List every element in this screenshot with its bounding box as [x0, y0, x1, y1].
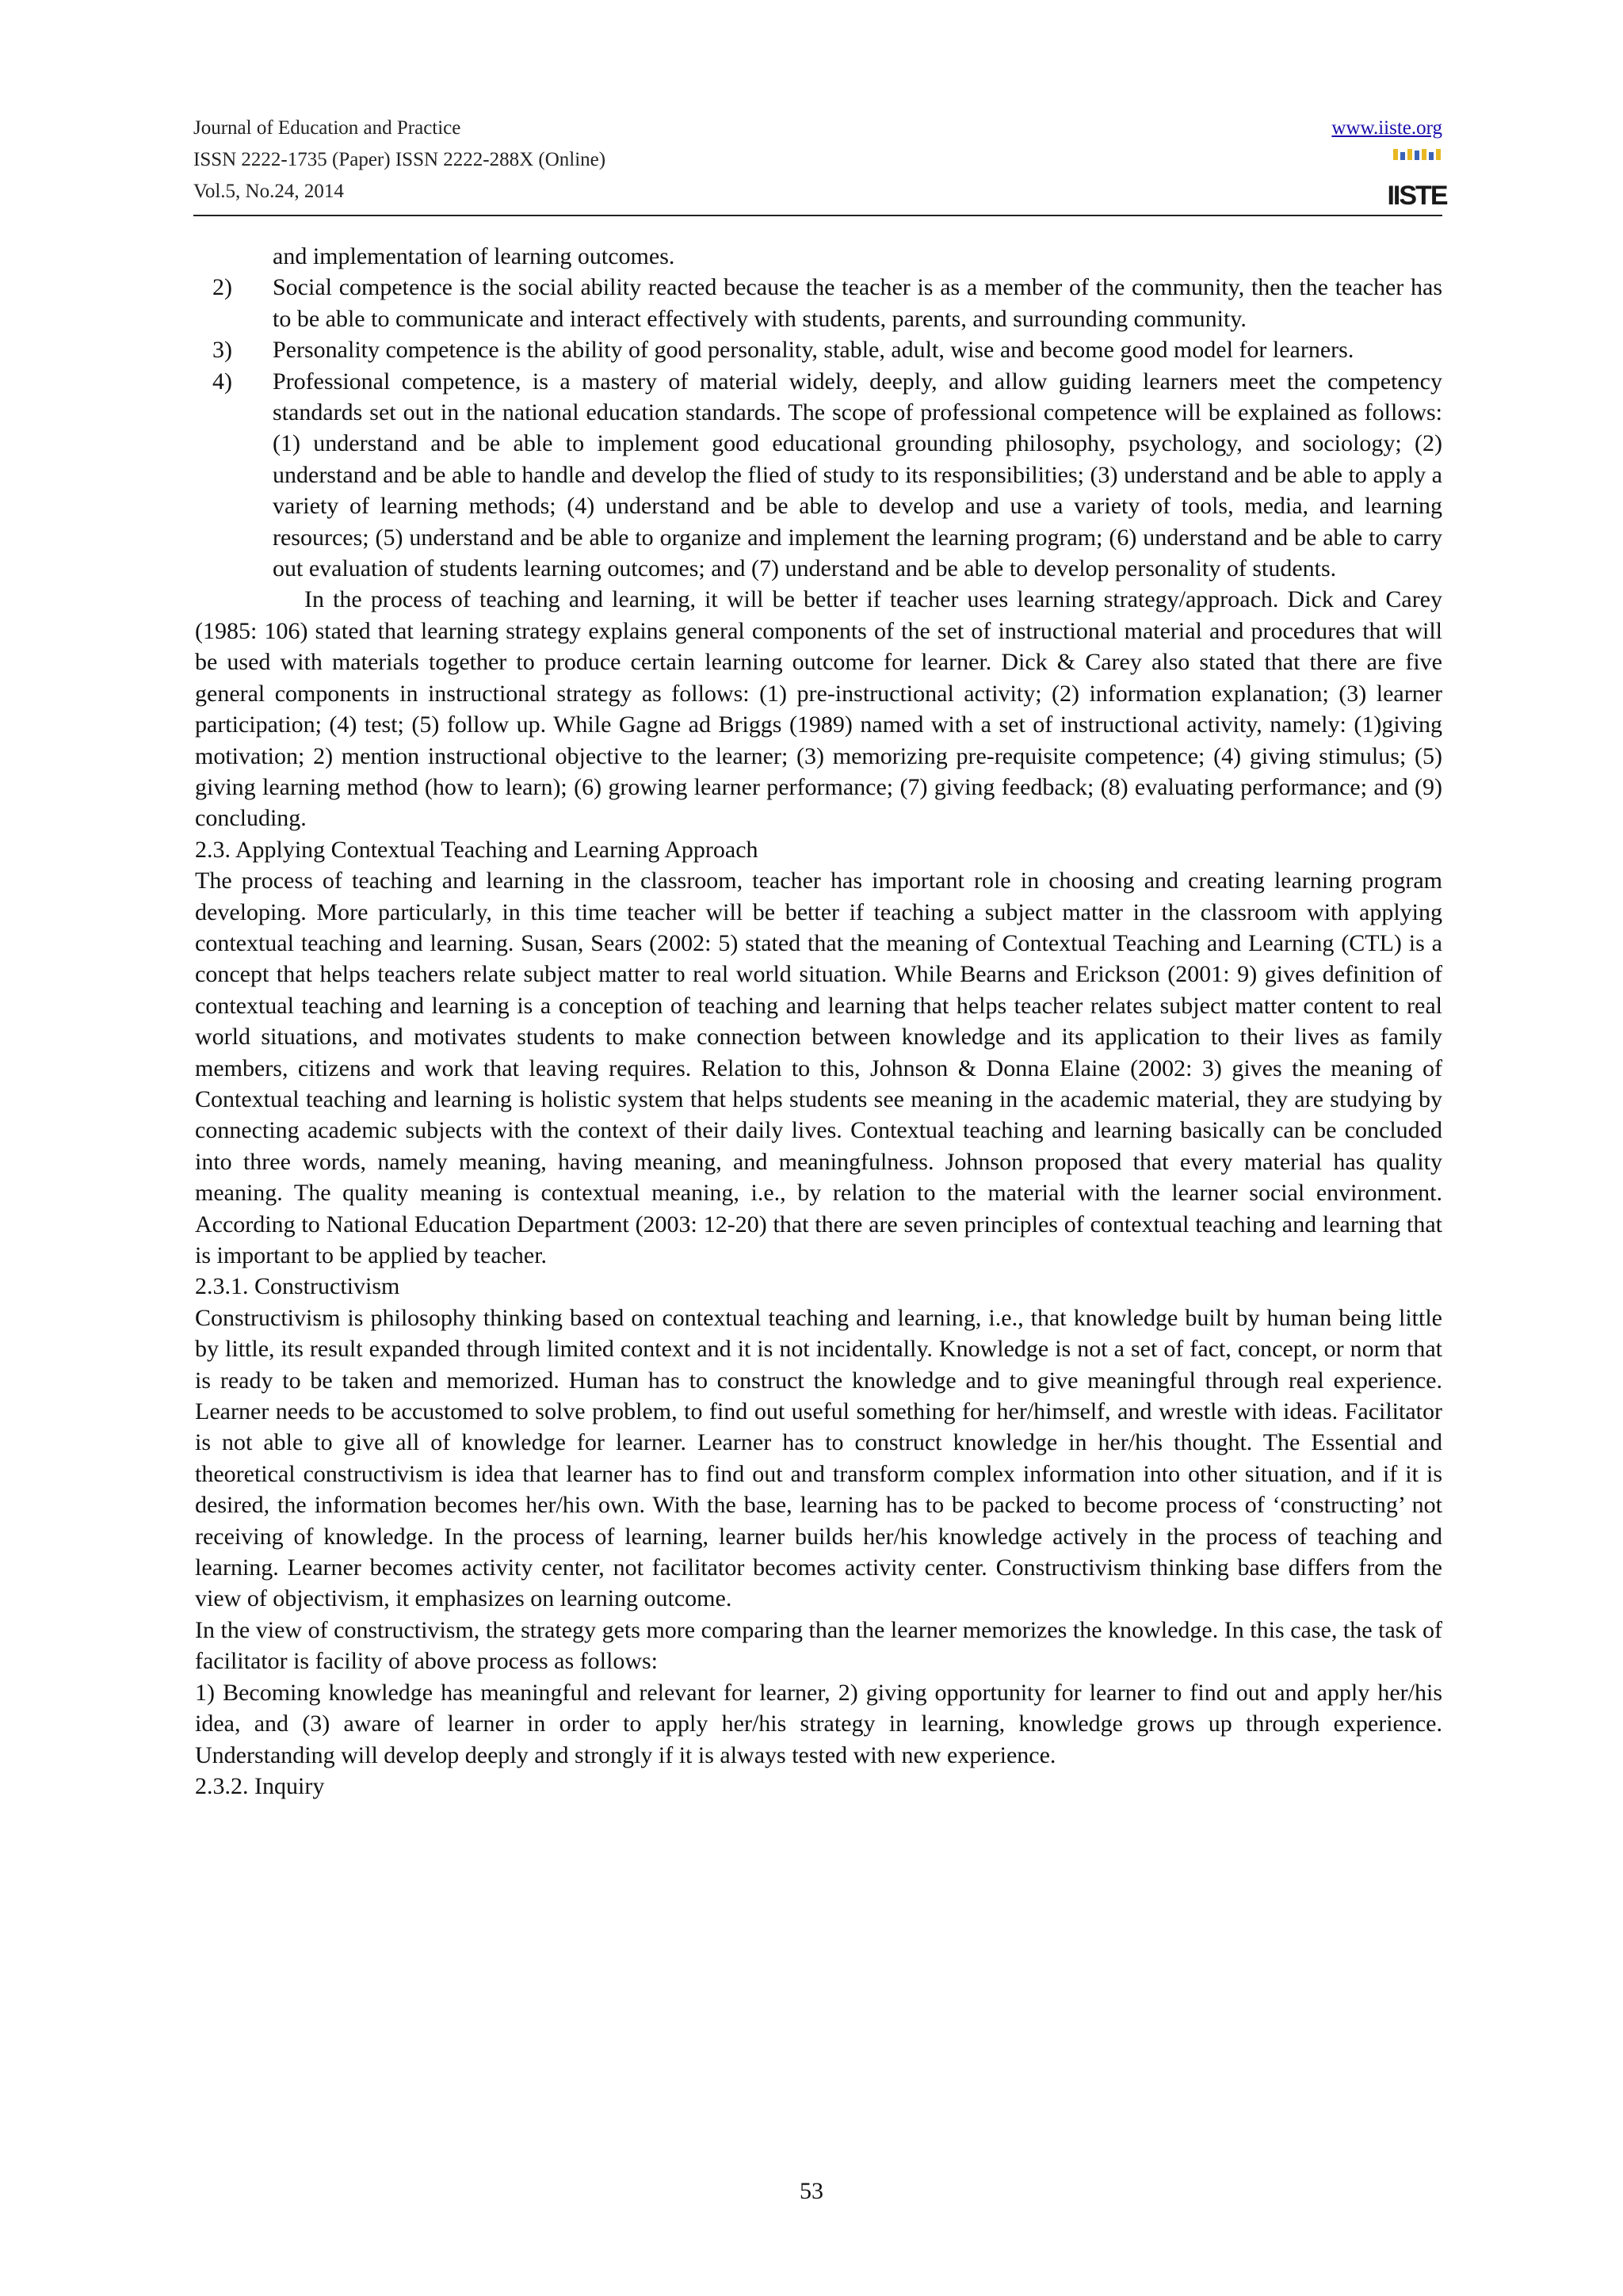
- list-number: 4): [212, 368, 232, 395]
- journal-title: Journal of Education and Practice: [193, 117, 461, 139]
- page-header: [193, 113, 1447, 212]
- list-item: [195, 272, 1442, 334]
- list-number: 3): [212, 337, 232, 364]
- paragraph: In the process of teaching and learning, it will be better if teacher uses learning strategy/approach. Dick and Carey (1985: 106) stated that learning strategy explains general components of the set of instructional material and procedures that will be used with materials together to produce certain learning outcome for learner. Dick & Carey also stated that there are five general components in instructional strategy as follows: (1) pre-instructional activity; (2) information explanation; (3) learner participation; (4) test; (5) follow up. While Gagne ad Briggs (1989) named with a set of instructional activity, namely: (1)giving motivation; 2) mention instructional objective to the learner; (3) memorizing pre-requisite competence; (4) giving stimulus; (5) giving learning method (how to learn); (6) growing learner performance; (7) giving feedback; (8) evaluating performance; and (9) concluding.: [195, 586, 1442, 832]
- iiste-logo-icon: [1387, 147, 1447, 211]
- subsection-heading: 2.3.1. Constructivism: [195, 1273, 400, 1300]
- continued-list-item: and implementation of learning outcomes.: [273, 243, 675, 269]
- header-rule: [193, 215, 1442, 216]
- list-number: 2): [212, 274, 232, 301]
- paragraph: Constructivism is philosophy thinking based on contextual teaching and learning, i.e., that knowledge built by human being little by little, its result expanded through limited context and it is not incidentally. Knowledge is not a set of fact, concept, or norm that is ready to be taken and memorized. Human has to construct the knowledge and to give meaningful through real experience. Learner needs to be accustomed to solve problem, to find out useful something for her/himself, and wrestle with ideas. Facilitator is not able to give all of knowledge for learner. Learner has to construct knowledge in her/his thought. The Essential and theoretical constructivism is idea that learner has to find out and transform complex information into other situation, and if it is desired, the information becomes her/his own. With the base, learning has to be packed to become process of ‘constructing’ not receiving of knowledge. In the process of learning, learner builds her/his knowledge actively in the process of teaching and learning. Learner becomes activity center, not facilitator becomes activity center. Constructivism thinking base differs from the view of objectivism, it emphasizes on learning outcome.: [195, 1304, 1442, 1612]
- issn-line: ISSN 2222-1735 (Paper) ISSN 2222-288X (Online): [193, 149, 606, 170]
- list-item: [195, 334, 1442, 365]
- list-text: Professional competence, is a mastery of material widely, deeply, and allow guiding learners meet the competency standards set out in the national education standards. The scope of professional competence will be explained as follows: (1) understand and be able to implement good educational grounding philosophy, psychology, and sociology; (2) understand and be able to handle and develop the flied of study to its responsibilities; (3) understand and be able to apply a variety of learning methods; (4) understand and be able to develop and use a variety of tools, media, and learning resources; (5) understand and be able to organize and implement the learning program; (6) understand and be able to carry out evaluation of students learning outcomes; and (7) understand and be able to develop personality of students.: [273, 368, 1442, 582]
- list-text: Personality competence is the ability of good personality, stable, adult, wise and become good model for learners.: [273, 337, 1354, 364]
- page-number: 53: [800, 2178, 823, 2204]
- volume-line: Vol.5, No.24, 2014: [193, 181, 344, 202]
- paragraph: 1) Becoming knowledge has meaningful and relevant for learner, 2) giving opportunity for learner to find out and apply her/his idea, and (3) aware of learner in order to apply her/his strategy in learning, knowledge grows up through experience. Understanding will develop deeply and strongly if it is always tested with new experience.: [195, 1679, 1442, 1768]
- svg-text:IISTE: IISTE: [1387, 181, 1447, 211]
- page-body: [195, 241, 1442, 1802]
- list-item: [195, 366, 1442, 585]
- subsection-heading: 2.3.2. Inquiry: [195, 1772, 325, 1799]
- paragraph: The process of teaching and learning in the classroom, teacher has important role in choosing and creating learning program developing. More particularly, in this time teacher will be better if teaching a subject matter in the classroom with applying contextual teaching and learning. Susan, Sears (2002: 5) stated that the meaning of Contextual Teaching and Learning (CTL) is a concept that helps teachers relate subject matter to real world situation. While Bearns and Erickson (2001: 9) gives definition of contextual teaching and learning is a conception of teaching and learning that helps teacher relates subject matter content to real world situations, and motivates students to make connection between knowledge and its application to their lives as family members, citizens and work that leaving requires. Relation to this, Johnson & Donna Elaine (2002: 3) gives the meaning of Contextual teaching and learning is holistic system that helps students see meaning in the academic material, they are studying by connecting academic subjects with the context of their daily lives. Contextual teaching and learning basically can be concluded into three words, namely meaning, having meaning, and meaningfulness. Johnson proposed that every material has quality meaning. The quality meaning is contextual meaning, i.e., by relation to the material with the learner social environment. According to National Education Department (2003: 12-20) that there are seven principles of contextual teaching and learning that is important to be applied by teacher.: [195, 868, 1442, 1268]
- paragraph: In the view of constructivism, the strategy gets more comparing than the learner memorizes the knowledge. In this case, the task of facilitator is facility of above process as follows:: [195, 1616, 1442, 1675]
- section-heading: 2.3. Applying Contextual Teaching and Learning Approach: [195, 836, 758, 863]
- list-text: Social competence is the social ability reacted because the teacher is as a member of the community, then the teacher has to be able to communicate and interact effectively with students, parents, and surrounding community.: [273, 274, 1442, 332]
- journal-website-link[interactable]: www.iiste.org: [1331, 117, 1442, 139]
